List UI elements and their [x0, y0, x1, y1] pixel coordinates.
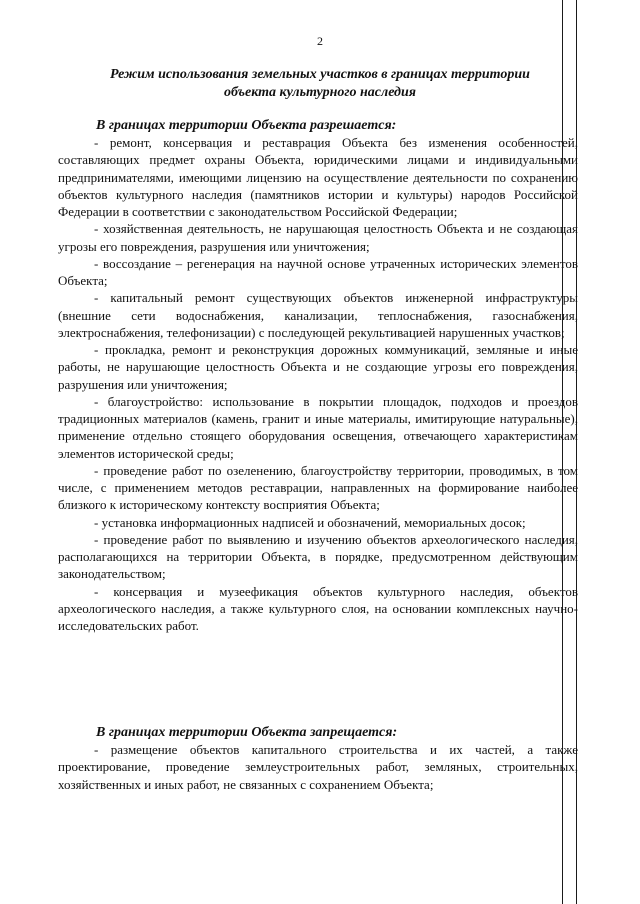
allowed-list [58, 134, 578, 634]
allowed-item: - проведение работ по выявлению и изучению объектов археологического наследия, располагающихся на территории Объекта, в порядке, предусмотренном действующим законодательством; [58, 531, 578, 582]
allowed-item: - установка информационных надписей и обозначений, мемориальных досок; [94, 514, 526, 530]
allowed-item: - прокладка, ремонт и реконструкция дорожных коммуникаций, земляные и иные работы, не нарушающие целостность Объекта и не создающие угрозы его повреждения, разрушения или уничтожения; [58, 342, 578, 392]
allowed-heading: В границах территории Объекта разрешается: [96, 118, 397, 133]
allowed-item: - воссоздание – регенерация на научной основе утраченных исторических элементов Объекта; [58, 255, 578, 288]
page-number: 2 [317, 34, 323, 48]
forbidden-item: - размещение объектов капитального строительства и их частей, а также проектирование, проведение землеустроительных работ, земляных, строительных, хозяйственных и иных работ, не связанных с сохранением Объекта; [58, 742, 578, 792]
allowed-item: - капитальный ремонт существующих объектов инженерной инфраструктуры (внешние сети водоснабжения, канализации, теплоснабжения, газоснабжения, электроснабжения, телефонизации) с последующей рекультивацией нарушенных участков; [58, 290, 578, 340]
allowed-item: - проведение работ по озеленению, благоустройству территории, проводимых, в том числе, с применением методов реставрации, направленных на формирование наиболее близкого к историческому контексту восприятия Объекта; [58, 462, 578, 513]
allowed-item: - хозяйственная деятельность, не нарушающая целостность Объекта и не создающая угрозы его повреждения, разрушения или уничтожения; [58, 221, 578, 254]
document-title [64, 66, 576, 102]
title-line-1: Режим использования земельных участков в границах территории [110, 67, 530, 82]
title-line-2: объекта культурного наследия [223, 85, 417, 100]
allowed-item: - благоустройство: использование в покрытии площадок, подходов и проездов традиционных материалов (камень, гранит и иные материалы, имитирующие натуральные), применение отдельно стоящего оборудования освещения, отвечающего характеристикам элементов исторической среды; [58, 393, 578, 461]
allowed-item: - консервация и музеефикация объектов культурного наследия, объектов археологического наследия, а также культурного слоя, на основании комплексных научно-исследовательских работ. [58, 583, 578, 633]
forbidden-list [58, 741, 578, 793]
forbidden-heading: В границах территории Объекта запрещается: [96, 725, 398, 740]
allowed-item: - ремонт, консервация и реставрация Объекта без изменения особенностей, составляющих предмет охраны Объекта, юридическими лицами и индивидуальными предпринимателями, имеющими лицензию на осуществление деятельности по сохранению объектов культурного наследия (памятников истории и культуры) народов Российской Федерации в соответствии с законодательством Российской Федерации; [58, 135, 578, 219]
